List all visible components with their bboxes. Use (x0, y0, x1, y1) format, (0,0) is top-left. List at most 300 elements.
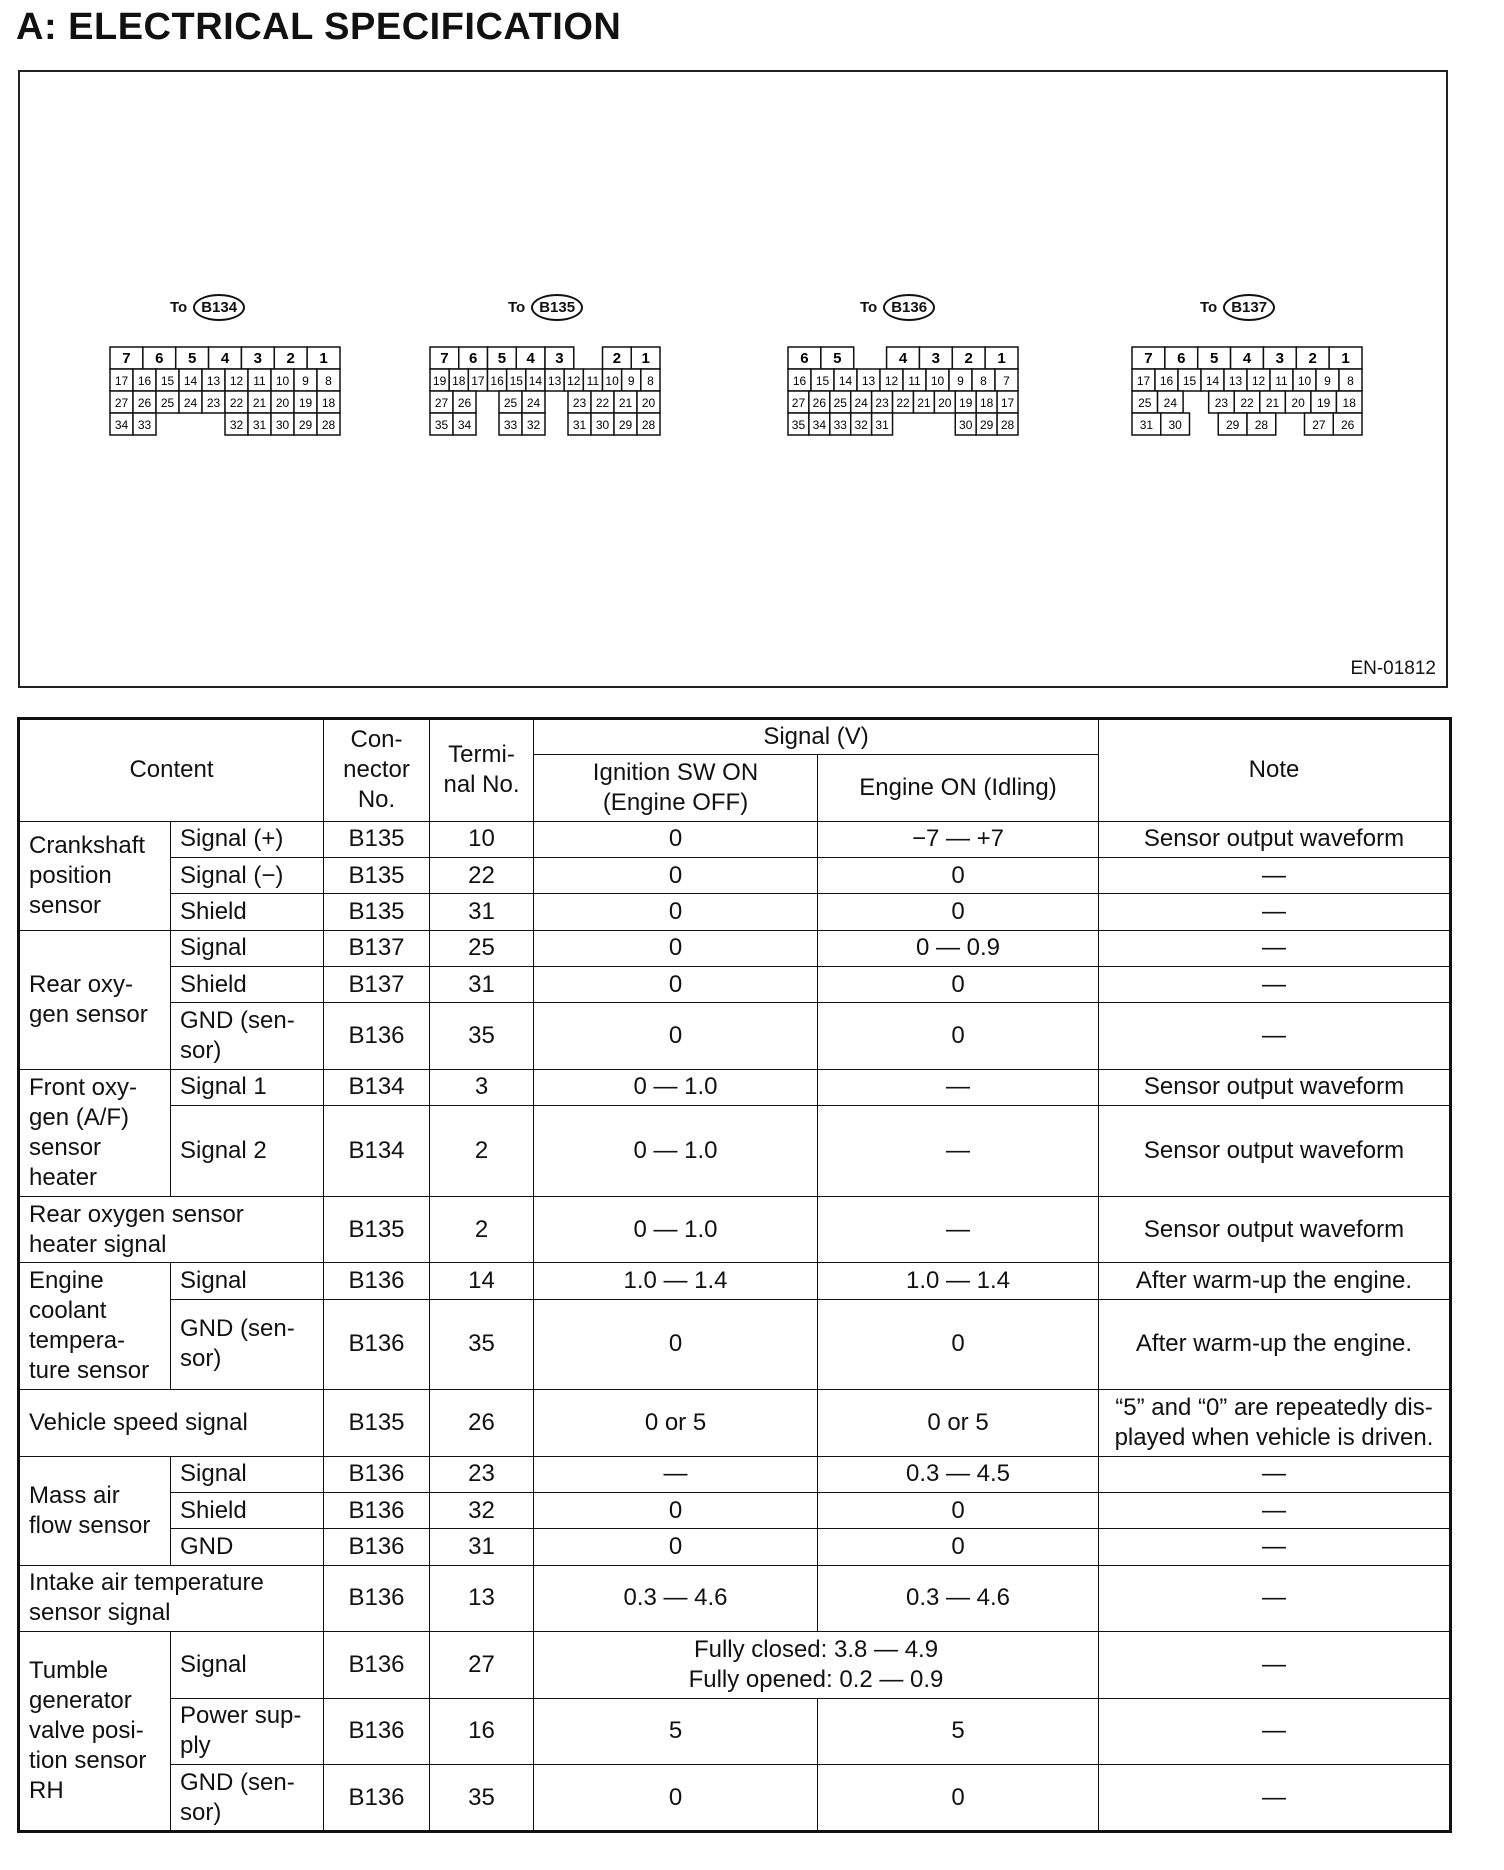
pin-b136-1 (985, 347, 1018, 369)
ignition-on-value: 0 — 1.0 (534, 1196, 818, 1263)
group-name: Vehicle speed signal (19, 1390, 324, 1457)
pin-b134-29 (294, 413, 317, 435)
note: “5” and “0” are repeatedly dis- played when vehicle is driven. (1099, 1390, 1451, 1457)
svg-text:15: 15 (509, 374, 523, 388)
svg-text:22: 22 (1240, 396, 1254, 410)
terminal-no: 10 (430, 821, 534, 857)
svg-text:6: 6 (468, 350, 478, 367)
terminal-no: 31 (430, 966, 534, 1002)
svg-text:28: 28 (641, 418, 656, 432)
note: Sensor output waveform (1099, 821, 1451, 857)
note: — (1099, 1493, 1451, 1529)
svg-text:25: 25 (160, 396, 175, 410)
pin-b136-12 (880, 369, 903, 391)
pin-b136-27 (788, 391, 809, 413)
svg-text:4: 4 (526, 350, 535, 367)
svg-text:29: 29 (979, 418, 994, 432)
pin-b135-9 (622, 369, 641, 391)
svg-text:18: 18 (1342, 396, 1356, 410)
svg-text:13: 13 (861, 374, 876, 388)
connector-no: B135 (324, 1390, 430, 1457)
sub-item: Signal (171, 1263, 324, 1299)
terminal-no: 35 (430, 1765, 534, 1832)
note: — (1099, 966, 1451, 1002)
table-row (19, 1698, 1451, 1765)
engine-on-value: 1.0 — 1.4 (818, 1263, 1099, 1299)
svg-text:31: 31 (875, 418, 889, 432)
svg-text:28: 28 (321, 418, 336, 432)
connector-no: B135 (324, 1196, 430, 1263)
pin-b135-20 (637, 391, 660, 413)
svg-text:1: 1 (319, 350, 328, 367)
note: — (1099, 1632, 1451, 1699)
svg-text:30: 30 (275, 418, 290, 432)
pin-b134-12 (225, 369, 248, 391)
svg-text:17: 17 (471, 374, 485, 388)
pin-b134-25 (156, 391, 179, 413)
section-title: A: ELECTRICAL SPECIFICATION (16, 6, 622, 48)
svg-text:16: 16 (490, 374, 504, 388)
pin-b137-22 (1234, 391, 1260, 413)
pin-b135-24 (522, 391, 545, 413)
svg-text:27: 27 (1312, 418, 1326, 432)
terminal-no: 23 (430, 1456, 534, 1492)
connector-no: B137 (324, 930, 430, 966)
svg-text:8: 8 (647, 374, 654, 388)
terminal-no: 16 (430, 1698, 534, 1765)
svg-text:14: 14 (838, 374, 853, 388)
note: — (1099, 1456, 1451, 1492)
pin-b136-5 (821, 347, 854, 369)
sub-item: Signal (171, 930, 324, 966)
svg-text:24: 24 (1163, 396, 1178, 410)
group-name: Rear oxygen sensor heater signal (19, 1196, 324, 1263)
svg-text:26: 26 (457, 396, 472, 410)
sub-item: Power sup- ply (171, 1698, 324, 1765)
svg-text:15: 15 (1182, 374, 1197, 388)
pin-b136-14 (834, 369, 857, 391)
svg-text:12: 12 (884, 374, 899, 388)
group-name: Tumble generator valve posi- tion sensor RH (19, 1632, 171, 1832)
connector-no: B136 (324, 1493, 430, 1529)
pin-b134-2 (274, 347, 307, 369)
pin-b134-16 (133, 369, 156, 391)
pin-b137-13 (1224, 369, 1247, 391)
pin-b135-29 (614, 413, 637, 435)
pin-b134-14 (179, 369, 202, 391)
svg-text:5: 5 (187, 350, 197, 367)
connector-no: B135 (324, 894, 430, 930)
pin-b136-23 (872, 391, 893, 413)
table-row (19, 894, 1451, 930)
table-row (19, 1390, 1451, 1457)
svg-text:13: 13 (206, 374, 221, 388)
pin-b135-4 (516, 347, 545, 369)
ignition-on-value: 0.3 — 4.6 (534, 1565, 818, 1632)
pin-b137-4 (1231, 347, 1264, 369)
pin-b136-2 (952, 347, 985, 369)
svg-text:26: 26 (137, 396, 152, 410)
pin-b134-32 (225, 413, 248, 435)
pin-b137-27 (1305, 413, 1334, 435)
pin-b135-30 (591, 413, 614, 435)
svg-text:24: 24 (854, 396, 868, 410)
pin-b134-17 (110, 369, 133, 391)
table-row (19, 858, 1451, 894)
pin-b135-13 (545, 369, 564, 391)
terminal-no: 35 (430, 1003, 534, 1070)
svg-text:11: 11 (586, 374, 600, 388)
connector-id: B137 (1223, 294, 1275, 321)
svg-text:17: 17 (1136, 374, 1151, 388)
svg-text:7: 7 (440, 350, 449, 367)
sub-item: Shield (171, 966, 324, 1002)
pin-b137-15 (1178, 369, 1201, 391)
svg-text:13: 13 (1228, 374, 1243, 388)
connector-to-text: To (1200, 299, 1218, 316)
engine-on-value: −7 — +7 (818, 821, 1099, 857)
ignition-on-value: 0 (534, 1299, 818, 1390)
pin-b136-28 (997, 413, 1018, 435)
pin-b135-27 (430, 391, 453, 413)
pin-b137-18 (1336, 391, 1362, 413)
pin-b137-16 (1155, 369, 1178, 391)
svg-text:34: 34 (812, 418, 827, 432)
pin-b134-33 (133, 413, 156, 435)
table-row (19, 1069, 1451, 1105)
engine-on-value: — (818, 1069, 1099, 1105)
table-row (19, 1456, 1451, 1492)
svg-text:29: 29 (298, 418, 313, 432)
pin-b137-14 (1201, 369, 1224, 391)
engine-on-value: 0 (818, 1299, 1099, 1390)
pin-b137-6 (1165, 347, 1198, 369)
pin-b136-17 (997, 391, 1018, 413)
pin-b137-24 (1158, 391, 1184, 413)
pin-b135-10 (603, 369, 622, 391)
note: — (1099, 1529, 1451, 1565)
engine-on-value: 0 (818, 966, 1099, 1002)
connector-no: B134 (324, 1069, 430, 1105)
pin-b136-20 (934, 391, 955, 413)
svg-text:21: 21 (252, 396, 267, 410)
svg-text:5: 5 (1209, 350, 1219, 367)
svg-text:8: 8 (980, 374, 987, 388)
pin-b134-24 (179, 391, 202, 413)
header-terminal-no: Termi- nal No. (430, 719, 534, 822)
svg-text:30: 30 (1168, 418, 1182, 432)
note: Sensor output waveform (1099, 1106, 1451, 1197)
svg-text:33: 33 (503, 418, 518, 432)
svg-text:31: 31 (572, 418, 587, 432)
pin-b134-11 (248, 369, 271, 391)
svg-text:20: 20 (1291, 396, 1305, 410)
pin-b135-15 (507, 369, 526, 391)
engine-on-value: 0 (818, 1765, 1099, 1832)
connector-no: B136 (324, 1698, 430, 1765)
svg-text:11: 11 (1275, 374, 1288, 388)
figure-code: EN-01812 (1350, 658, 1436, 679)
pin-b135-12 (564, 369, 583, 391)
pin-b134-13 (202, 369, 225, 391)
svg-text:1: 1 (997, 350, 1006, 367)
ignition-on-value: 0 or 5 (534, 1390, 818, 1457)
svg-text:9: 9 (627, 374, 635, 388)
pin-b135-2 (603, 347, 632, 369)
group-name: Engine coolant tempera- ture sensor (19, 1263, 171, 1390)
svg-text:18: 18 (452, 374, 466, 388)
terminal-no: 25 (430, 930, 534, 966)
pin-b134-28 (317, 413, 340, 435)
pin-b135-16 (488, 369, 507, 391)
svg-text:31: 31 (252, 418, 267, 432)
pin-b134-4 (209, 347, 242, 369)
svg-text:24: 24 (183, 396, 198, 410)
svg-text:2: 2 (286, 350, 295, 367)
pin-b136-19 (955, 391, 976, 413)
svg-text:23: 23 (206, 396, 221, 410)
sub-item: GND (171, 1529, 324, 1565)
svg-text:22: 22 (595, 396, 610, 410)
group-name: Intake air temperature sensor signal (19, 1565, 324, 1632)
pin-b135-22 (591, 391, 614, 413)
sub-item: Signal (171, 1456, 324, 1492)
note: — (1099, 930, 1451, 966)
svg-text:19: 19 (1316, 396, 1331, 410)
table-row (19, 1196, 1451, 1263)
note: — (1099, 1698, 1451, 1765)
pin-b134-5 (176, 347, 209, 369)
svg-text:10: 10 (275, 374, 290, 388)
svg-text:4: 4 (898, 350, 908, 367)
pin-b135-11 (583, 369, 602, 391)
connector-id: B136 (883, 294, 935, 321)
svg-text:3: 3 (931, 350, 941, 367)
pin-b137-17 (1132, 369, 1155, 391)
pin-b136-25 (830, 391, 851, 413)
ignition-on-value: 5 (534, 1698, 818, 1765)
svg-text:2: 2 (1308, 350, 1317, 367)
connector-label-b134 (170, 294, 245, 321)
connector-no: B136 (324, 1632, 430, 1699)
group-name: Rear oxy- gen sensor (19, 930, 171, 1069)
pin-b136-11 (903, 369, 926, 391)
svg-text:3: 3 (1275, 350, 1285, 367)
group-name: Front oxy- gen (A/F) sensor heater (19, 1069, 171, 1196)
pin-b134-6 (143, 347, 176, 369)
connector-no: B136 (324, 1565, 430, 1632)
pin-b137-28 (1247, 413, 1276, 435)
pin-b137-7 (1132, 347, 1165, 369)
pin-b135-31 (568, 413, 591, 435)
pin-b134-34 (110, 413, 133, 435)
svg-text:30: 30 (959, 418, 973, 432)
svg-text:5: 5 (497, 350, 507, 367)
connector-no: B135 (324, 821, 430, 857)
note: Sensor output waveform (1099, 1069, 1451, 1105)
pin-b134-21 (248, 391, 271, 413)
pin-b135-25 (499, 391, 522, 413)
ignition-on-value: 0 (534, 1765, 818, 1832)
ignition-on-value: — (534, 1456, 818, 1492)
svg-text:19: 19 (298, 396, 313, 410)
svg-text:4: 4 (1242, 350, 1252, 367)
note: — (1099, 1565, 1451, 1632)
sub-item: Signal 2 (171, 1106, 324, 1197)
note: — (1099, 858, 1451, 894)
pin-b136-18 (976, 391, 997, 413)
sub-item: Signal (+) (171, 821, 324, 857)
svg-text:2: 2 (612, 350, 622, 367)
connector-no: B136 (324, 1263, 430, 1299)
engine-on-value: 0 (818, 1493, 1099, 1529)
terminal-no: 26 (430, 1390, 534, 1457)
pin-b136-15 (811, 369, 834, 391)
pin-b134-27 (110, 391, 133, 413)
svg-text:30: 30 (595, 418, 610, 432)
connector-id: B134 (193, 294, 245, 321)
pin-b134-30 (271, 413, 294, 435)
svg-text:32: 32 (526, 418, 541, 432)
svg-text:25: 25 (1138, 396, 1152, 410)
electrical-spec-table (17, 717, 1452, 1833)
connector-to-text: To (508, 299, 526, 316)
pin-b134-3 (241, 347, 274, 369)
svg-text:9: 9 (302, 374, 309, 388)
pin-b134-20 (271, 391, 294, 413)
svg-text:33: 33 (137, 418, 152, 432)
pin-b136-35 (788, 413, 809, 435)
engine-on-value: 0 or 5 (818, 1390, 1099, 1457)
svg-text:15: 15 (160, 374, 175, 388)
pin-b137-10 (1293, 369, 1316, 391)
engine-on-value: 0.3 — 4.6 (818, 1565, 1099, 1632)
pin-b136-13 (857, 369, 880, 391)
terminal-no: 22 (430, 858, 534, 894)
engine-on-value: — (818, 1196, 1099, 1263)
svg-text:21: 21 (917, 396, 931, 410)
svg-text:32: 32 (229, 418, 244, 432)
pin-b134-15 (156, 369, 179, 391)
svg-text:26: 26 (812, 396, 827, 410)
svg-text:11: 11 (253, 374, 266, 388)
header-engine-on: Engine ON (Idling) (818, 755, 1099, 822)
sub-item: Signal (171, 1632, 324, 1699)
connector-no: B136 (324, 1529, 430, 1565)
note: After warm-up the engine. (1099, 1263, 1451, 1299)
svg-text:15: 15 (815, 374, 830, 388)
table-row (19, 1493, 1451, 1529)
pin-b137-2 (1296, 347, 1329, 369)
pin-b134-31 (248, 413, 271, 435)
svg-text:29: 29 (618, 418, 633, 432)
svg-text:18: 18 (321, 396, 336, 410)
pin-b137-23 (1209, 391, 1235, 413)
svg-text:34: 34 (457, 418, 472, 432)
svg-text:14: 14 (1205, 374, 1220, 388)
svg-text:33: 33 (833, 418, 847, 432)
svg-text:12: 12 (567, 374, 581, 388)
pin-b137-19 (1311, 391, 1337, 413)
note: Sensor output waveform (1099, 1196, 1451, 1263)
terminal-no: 13 (430, 1565, 534, 1632)
pin-b135-7 (430, 347, 459, 369)
table-row (19, 930, 1451, 966)
pin-b136-24 (851, 391, 872, 413)
svg-text:14: 14 (528, 374, 543, 388)
svg-text:1: 1 (641, 350, 650, 367)
pin-b136-16 (788, 369, 811, 391)
connector-to-text: To (860, 299, 878, 316)
pin-b134-26 (133, 391, 156, 413)
pin-b137-26 (1333, 413, 1362, 435)
pin-b136-26 (809, 391, 830, 413)
table-row (19, 966, 1451, 1002)
svg-text:20: 20 (938, 396, 952, 410)
pin-b136-7 (995, 369, 1018, 391)
svg-text:16: 16 (1159, 374, 1174, 388)
engine-on-value: 5 (818, 1698, 1099, 1765)
engine-on-value: 0.3 — 4.5 (818, 1456, 1099, 1492)
svg-text:7: 7 (1144, 350, 1153, 367)
sub-item: GND (sen- sor) (171, 1299, 324, 1390)
svg-text:27: 27 (791, 396, 806, 410)
pin-b137-29 (1218, 413, 1247, 435)
table-row (19, 1565, 1451, 1632)
table-row (19, 1529, 1451, 1565)
sub-item: Shield (171, 1493, 324, 1529)
header-signal: Signal (V) (534, 719, 1099, 755)
connector-label-b137 (1200, 294, 1275, 321)
pin-b135-6 (459, 347, 488, 369)
pin-b137-8 (1339, 369, 1362, 391)
sub-item: Signal 1 (171, 1069, 324, 1105)
pin-b136-6 (788, 347, 821, 369)
table-row (19, 1263, 1451, 1299)
pin-b134-10 (271, 369, 294, 391)
table-row (19, 1299, 1451, 1390)
connector-label-b135 (508, 294, 583, 321)
pin-b135-8 (641, 369, 660, 391)
svg-text:35: 35 (434, 418, 449, 432)
terminal-no: 32 (430, 1493, 534, 1529)
pin-b136-3 (919, 347, 952, 369)
pin-b137-20 (1285, 391, 1311, 413)
svg-text:16: 16 (137, 374, 152, 388)
connector-no: B136 (324, 1003, 430, 1070)
connector-no: B135 (324, 858, 430, 894)
svg-text:19: 19 (432, 374, 447, 388)
pin-b135-18 (449, 369, 468, 391)
engine-on-value: 0 — 0.9 (818, 930, 1099, 966)
table-row (19, 1632, 1451, 1699)
pin-b134-19 (294, 391, 317, 413)
svg-text:21: 21 (1265, 396, 1280, 410)
pin-b137-9 (1316, 369, 1339, 391)
pin-b135-32 (522, 413, 545, 435)
svg-text:20: 20 (641, 396, 656, 410)
table-row (19, 1106, 1451, 1197)
pin-b136-31 (872, 413, 893, 435)
engine-on-value: 0 (818, 894, 1099, 930)
svg-text:12: 12 (229, 374, 244, 388)
pin-b137-11 (1270, 369, 1293, 391)
pin-b136-22 (893, 391, 914, 413)
svg-text:20: 20 (275, 396, 290, 410)
pin-b135-26 (453, 391, 476, 413)
pin-b135-3 (545, 347, 574, 369)
svg-text:28: 28 (1000, 418, 1015, 432)
